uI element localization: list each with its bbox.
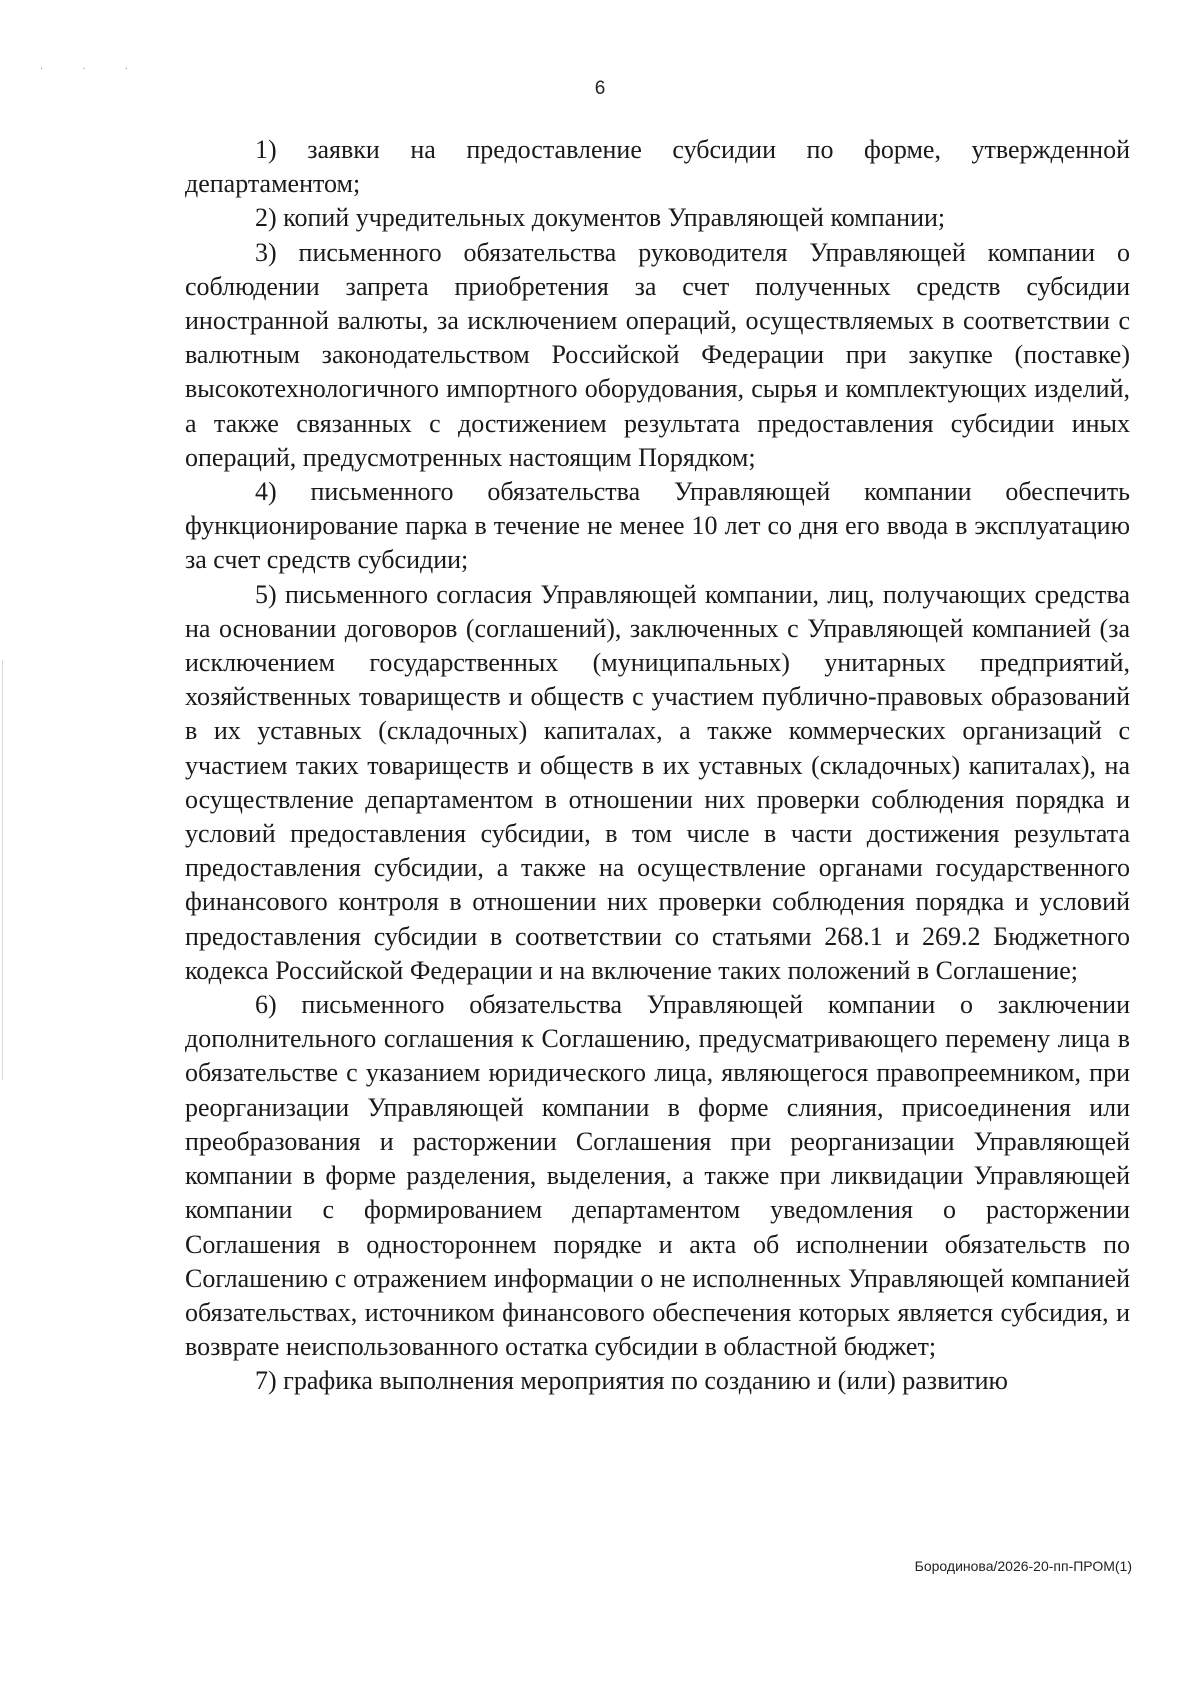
list-item-7: 7) графика выполнения мероприятия по созданию и (или) развитию — [255, 1366, 1008, 1396]
list-item-3: 3) письменного обязательства руководителя Управляющей компании о соблюдении запрета приобретения за счет полученных средств субсидии иностранной валюты, за исключением операций, осуществляемых в соответствии с валютным законодательством Российской Федерации при закупке (поставке) высокотехнологичного импортного оборудования, сырья и комплектующих изделий, а также связанных с достижением результата предоставления субсидии иных операций, предусмотренных настоящим Порядком; — [185, 237, 1130, 472]
list-item-2: 2) копий учредительных документов Управляющей компании; — [255, 203, 946, 233]
page-number: 6 — [594, 78, 606, 99]
list-item-6: 6) письменного обязательства Управляющей компании о заключении дополнительного соглашения к Соглашению, предусматривающего перемену лица в обязательстве с указанием юридического лица, являющегося правопреемником, при реорганизации Управляющей компании в форме слияния, присоединения или преобразования и расторжении Соглашения при реорганизации Управляющей компании в форме разделения, выделения, а также при ликвидации Управляющей компании с формированием департаментом уведомления о расторжении Соглашения в одностороннем порядке и акта об исполнении обязательств по Соглашению с отражением информации о не исполненных Управляющей компанией обязательствах, источником финансового обеспечения которых является субсидия, и возврате неиспользованного остатка субсидии в областной бюджет; — [185, 990, 1130, 1362]
list-item-4: 4) письменного обязательства Управляющей компании обеспечить функционирование парка в течение не менее 10 лет со дня его ввода в эксплуатацию за счет средств субсидии; — [185, 477, 1130, 575]
scan-edge-line — [2, 660, 3, 1080]
document-body — [185, 133, 1130, 1399]
list-item-5: 5) письменного согласия Управляющей компании, лиц, получающих средства на основании договоров (соглашений), заключенных с Управляющей компанией (за исключением государственных (муниципальных) унитарных предприятий, хозяйственных товариществ и обществ с участием публично-правовых образований в их уставных (складочных) капиталах, а также коммерческих организаций с участием таких товариществ и обществ в их уставных (складочных) капиталах), на осуществление департаментом в отношении них проверки соблюдения порядка и условий предоставления субсидии, в том числе в части достижения результата предоставления субсидии, а также на осуществление органами государственного финансового контроля в отношении них проверки соблюдения порядка и условий предоставления субсидии в соответствии со статьями 268.1 и 269.2 Бюджетного кодекса Российской Федерации и на включение таких положений в Соглашение; — [185, 579, 1130, 985]
scan-artifact: · · · — [40, 64, 146, 75]
document-footer-code: Бородинова/2026-20-пп-ПРОМ(1) — [914, 1558, 1132, 1574]
list-item-1: 1) заявки на предоставление субсидии по форме, утвержденной департаментом; — [185, 135, 1130, 199]
